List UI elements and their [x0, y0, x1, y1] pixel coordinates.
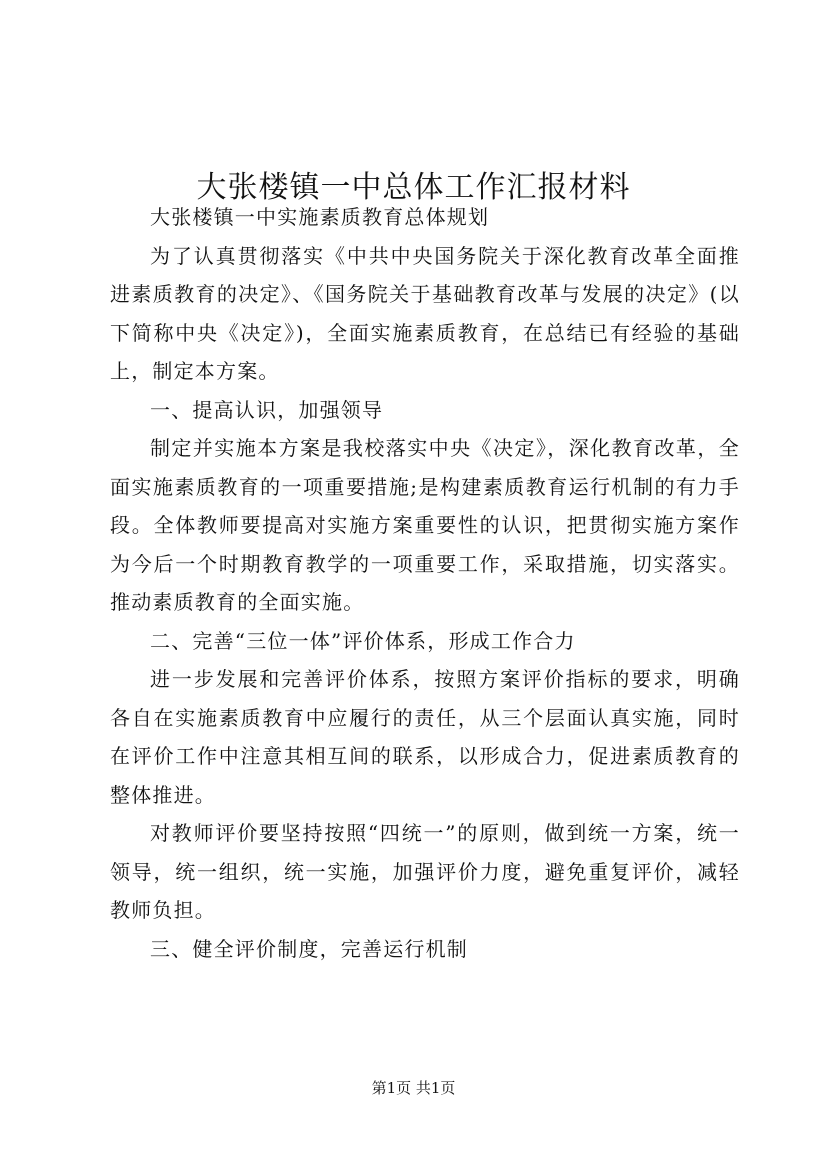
document-title: 大张楼镇一中总体工作汇报材料	[196, 170, 631, 206]
section-heading-1: 一、提高认识，加强领导	[150, 397, 384, 422]
section-1-paragraph: 制定并实施本方案是我校落实中央《决定》，深化教育改革，全面实施素质教育的一项重要措施;是构建素质教育运行机制的有力手段。全体教师要提高对实施方案重要性的认识，把贯彻实施方案作为今后一个时期教育教学的一项重要工作，采取措施，切实落实。推动素质教育的全面实施。	[110, 436, 740, 614]
intro-paragraph: 为了认真贯彻落实《中共中央国务院关于深化教育改革全面推进素质教育的决定》、《国务院关于基础教育改革与发展的决定》(以下简称中央《决定》)，全面实施素质教育，在总结已有经验的基础上，制定本方案。	[110, 243, 740, 383]
section-heading-3: 三、健全评价制度，完善运行机制	[150, 936, 468, 961]
section-2-paragraph-2: 对教师评价要坚持按照“四统一”的原则，做到统一方案，统一领导，统一组织，统一实施，加强评价力度，避免重复评价，减轻教师负担。	[110, 821, 740, 922]
document-body	[110, 198, 740, 968]
section-heading-2: 二、完善“三位一体”评价体系，形成工作合力	[150, 628, 576, 653]
subtitle-paragraph: 大张楼镇一中实施素质教育总体规划	[150, 205, 490, 229]
section-2-paragraph-1: 进一步发展和完善评价体系，按照方案评价指标的要求，明确各自在实施素质教育中应履行的责任，从三个层面认真实施，同时在评价工作中注意其相互间的联系，以形成合力，促进素质教育的整体推进。	[110, 667, 740, 807]
page-footer: 第1页 共1页	[371, 1079, 456, 1097]
